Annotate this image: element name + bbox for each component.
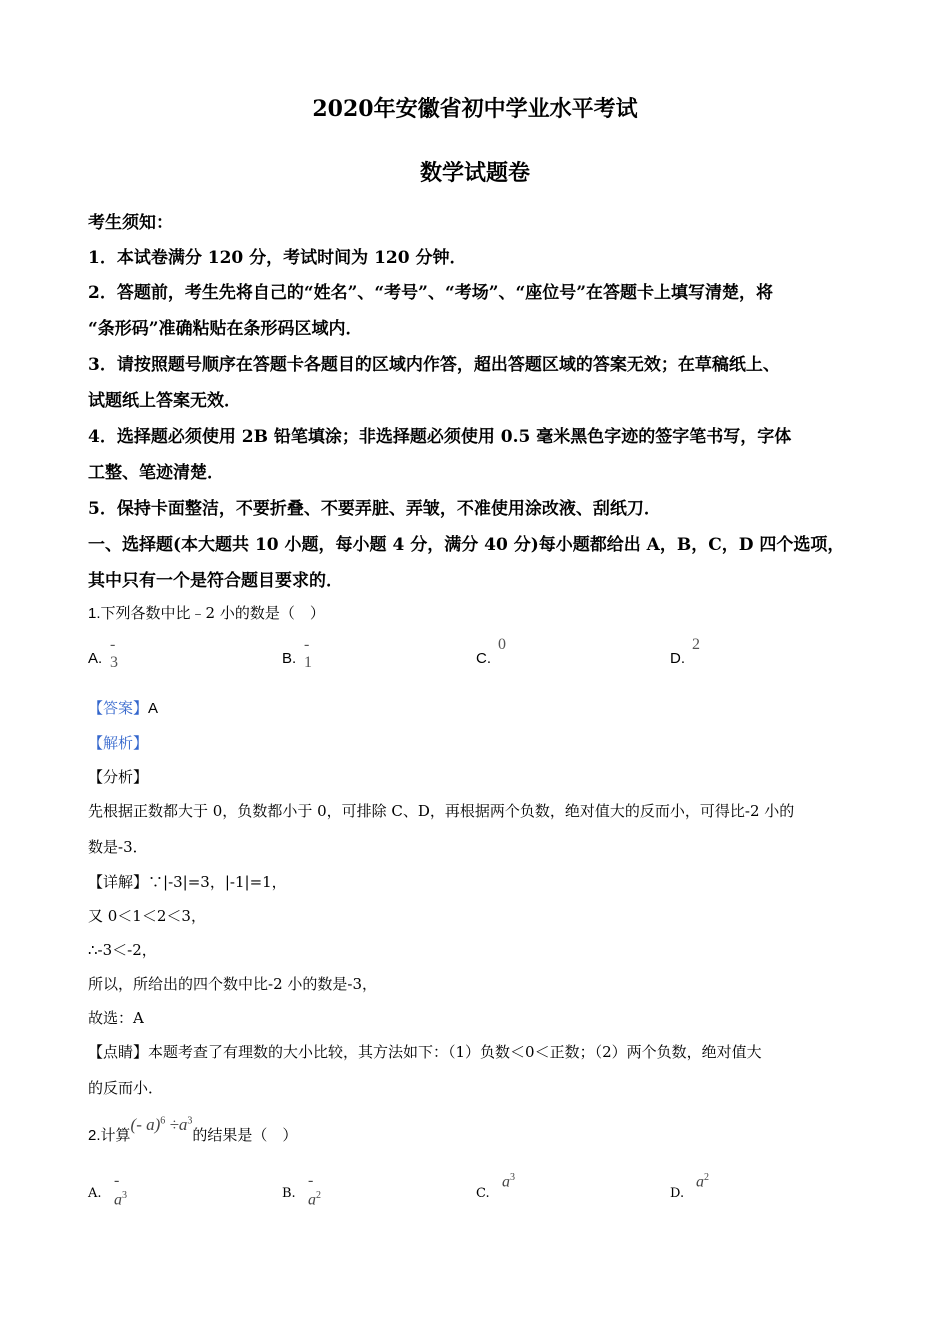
option-value: $a^2$ xyxy=(696,1172,709,1191)
question-text-post: 的结果是（ ） xyxy=(192,1126,298,1144)
notice-line: 3．请按照题号顺序在答题卡各题目的区域内作答，超出答题区域的答案无效；在草稿纸上、 xyxy=(88,355,780,375)
expr-divisor-exponent: 3 xyxy=(187,1115,193,1127)
option-value: - $a^2$ xyxy=(308,1172,321,1209)
option-value: $a^3$ xyxy=(502,1172,515,1191)
option-label: C. xyxy=(476,1186,490,1201)
analysis-tag: 【解析】 xyxy=(88,734,149,752)
math-expression xyxy=(131,1115,193,1134)
notice-line: 2．答题前，考生先将自己的“姓名”、“考号”、“考场”、“座位号”在答题卡上填写清楚，将 xyxy=(88,283,774,303)
detail-text: ∴-3＜-2， xyxy=(88,941,157,959)
question-text: 下列各数中比﹣2 小的数是（ ） xyxy=(100,604,325,622)
detail-text: 故选：A xyxy=(88,1009,144,1027)
option-label: C. xyxy=(476,650,491,667)
option-label: B. xyxy=(282,650,297,667)
notice-heading: 考生须知： xyxy=(88,213,173,233)
page-subtitle: 数学试题卷 xyxy=(419,160,530,186)
question-number: 2. xyxy=(88,1127,101,1144)
option-label: A. xyxy=(88,650,103,667)
option-value: 0 xyxy=(498,636,506,653)
notice-line: 工整、笔迹清楚． xyxy=(88,463,224,483)
option-value: - 1 xyxy=(304,636,312,671)
notice-line: 1．本试卷满分 120 分，考试时间为 120 分钟． xyxy=(88,248,467,268)
expr-exponent: 6 xyxy=(160,1115,166,1127)
option-value: - 3 xyxy=(110,636,118,671)
detail-text: 又 0＜1＜2＜3， xyxy=(88,907,206,925)
question-text-pre: 计算 xyxy=(100,1126,131,1144)
option-label: D. xyxy=(670,650,685,667)
section-heading-cont: 其中只有一个是符合题目要求的． xyxy=(88,571,343,591)
question-1-stem xyxy=(88,602,325,623)
option-label: B. xyxy=(282,1186,296,1201)
notice-line: “条形码”准确粘贴在条形码区域内． xyxy=(88,319,363,339)
detail-text: 所以，所给出的四个数中比-2 小的数是-3， xyxy=(88,975,377,993)
option-label: A. xyxy=(88,1186,102,1201)
detail-text: ∵|-3|=3，|-1|=1， xyxy=(148,873,287,891)
option-label: D. xyxy=(670,1186,685,1201)
fenxi-tag: 【分析】 xyxy=(88,768,149,786)
section-heading: 一、选择题(本大题共 10 小题，每小题 4 分，满分 40 分)每小题都给出 A，B，C，D 四个选项， xyxy=(88,535,845,555)
comment-text: 的反而小． xyxy=(88,1079,164,1097)
question-2-stem xyxy=(88,1114,298,1144)
detail-line xyxy=(88,871,287,892)
question-number: 1. xyxy=(88,605,101,622)
expr-divisor: ÷a xyxy=(169,1115,188,1134)
page-title: 2020年安徽省初中学业水平考试 xyxy=(312,96,638,122)
comment-line xyxy=(88,1041,762,1062)
notice-line: 5．保持卡面整洁，不要折叠、不要弄脏、弄皱，不准使用涂改液、刮纸刀． xyxy=(88,499,661,519)
answer-line xyxy=(88,697,158,718)
detail-tag: 【详解】 xyxy=(88,873,149,891)
comment-text: 本题考查了有理数的大小比较，其方法如下：（1）负数＜0＜正数；（2）两个负数，绝对值大 xyxy=(148,1043,762,1061)
notice-line: 试题纸上答案无效． xyxy=(88,391,241,411)
fenxi-text: 数是-3． xyxy=(88,838,148,856)
option-value: 2 xyxy=(692,636,700,653)
fenxi-text: 先根据正数都大于 0，负数都小于 0，可排除 C、D，再根据两个负数，绝对值大的反而小，可得比-2 小的 xyxy=(88,802,795,820)
answer-value: A xyxy=(148,700,159,717)
comment-tag: 【点睛】 xyxy=(88,1043,149,1061)
option-value: - $a^3$ xyxy=(114,1172,127,1209)
expr-base: (- a) xyxy=(130,1115,161,1134)
notice-line: 4．选择题必须使用 2B 铅笔填涂；非选择题必须使用 0.5 毫米黑色字迹的签字笔书写，字体 xyxy=(88,427,792,447)
answer-tag: 【答案】 xyxy=(88,699,149,717)
